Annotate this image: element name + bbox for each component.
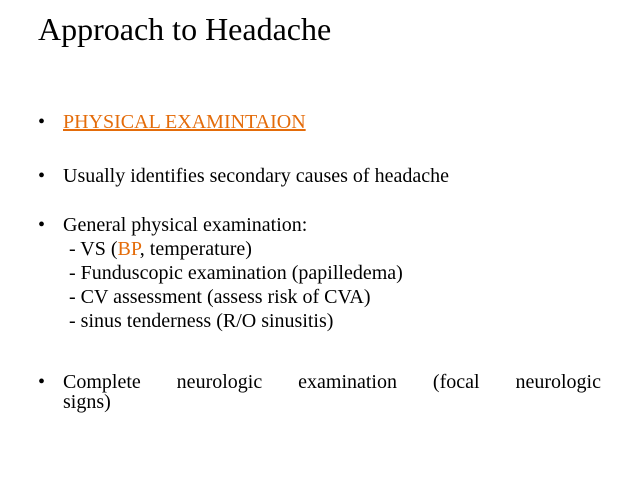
slide-title: Approach to Headache (38, 11, 332, 47)
subitem-funduscopic: - Funduscopic examination (papilledema) (69, 262, 403, 284)
bullet-dot-icon: • (38, 214, 46, 236)
subitem-cv-assessment: - CV assessment (assess risk of CVA) (69, 286, 371, 308)
bullet-text: Usually identifies secondary causes of headache (63, 165, 449, 187)
bullet-item-physical-exam (38, 110, 306, 134)
bullet-dot-icon: • (38, 371, 46, 393)
bullet-item-secondary-causes (38, 164, 449, 188)
bullet-item-general-exam (38, 213, 403, 333)
subitem-sinus: - sinus tenderness (R/O sinusitis) (69, 310, 334, 332)
subitem-vs (69, 237, 403, 261)
bp-highlight: BP (117, 238, 140, 260)
bullet-text: General physical examination: (63, 214, 308, 236)
bullet-dot-icon: • (38, 111, 46, 133)
bullet-item-neurologic-exam (38, 370, 601, 413)
bullet-dot-icon: • (38, 165, 46, 187)
subitem-prefix: - VS ( (69, 238, 118, 260)
subitem-suffix: , temperature) (139, 238, 252, 260)
bullet-text: PHYSICAL EXAMINTAION (63, 111, 306, 133)
bullet-text-line2: signs) (63, 391, 111, 413)
bullet-text-line1: Complete neurologic examination (focal neurologic (63, 371, 601, 393)
